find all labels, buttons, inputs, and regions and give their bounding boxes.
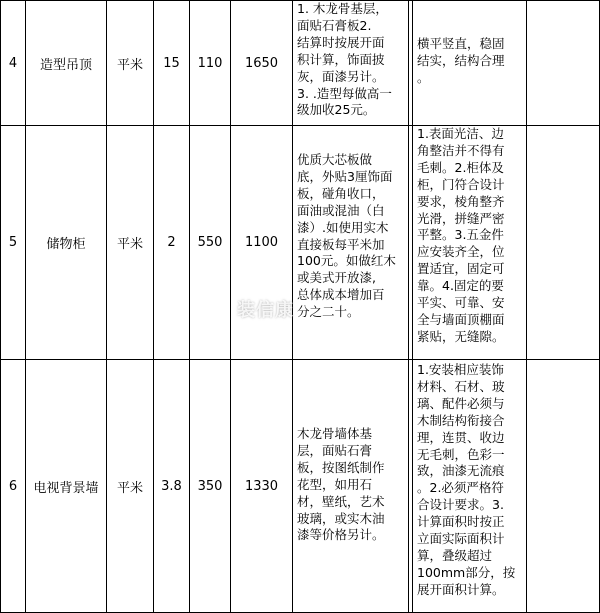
col-divider [526, 0, 527, 613]
unit: 平米 [116, 57, 143, 73]
item-name: 储物柜 [46, 237, 86, 252]
watermark: 装信康 [237, 300, 294, 321]
total-price: 1650 [244, 55, 279, 71]
quantity: 15 [163, 55, 180, 71]
quality-standard: 1.安装相应装饰 材料、石材、玻 璃、配件必须与 木制结构衔接合 理，连贯、收边 无毛刺，色彩一 致，油漆无流痕 。2.必须严格符 合设计要求。3. 计算面积时按正 立面实际面积计 算，叠级超过 100mm部分，按 展开面积计算。 [417, 362, 516, 597]
unit: 平米 [116, 237, 143, 252]
quality-standard: 横平竖直，稳固 结实，结构合理 。 [417, 36, 505, 85]
material-description: 木龙骨墙体基 层，面贴石膏 板，按图纸制作 花型，如用石 材，壁纸，艺术 玻璃，或实木油 漆等价格另计。 [297, 426, 385, 543]
total-price: 1330 [244, 478, 279, 494]
unit: 平米 [116, 480, 143, 496]
material-description: 优质大芯板做 底，外贴3厘饰面 板，碰角收口， 面油或混油（白 漆）.如使用实木 直接板每平米加 100元。如做红木 或美式开放漆, 总体成本增加百 分之二十。 [297, 152, 396, 320]
unit-price: 110 [197, 55, 223, 71]
quality-standard: 1.表面光洁、边 角整洁并不得有 毛刺。2.柜体及 柜，门符合设计 要求，棱角整齐 光滑，拼缝严密 平整。3.五金件 应安装齐全，位 置适宜，固定可 靠。4.固定的要 平实、可靠、安 全与墙面顶棚面 紧贴，无缝隙。 [417, 126, 505, 344]
item-name: 造型吊顶 [39, 57, 92, 73]
total-price: 1100 [244, 235, 279, 250]
item-name: 电视背景墙 [33, 480, 99, 496]
row-number: 5 [8, 235, 18, 250]
row-number: 6 [8, 478, 18, 494]
col-divider [408, 0, 409, 613]
unit-price: 350 [197, 478, 223, 494]
quantity: 3.8 [161, 478, 182, 494]
row-number: 4 [8, 55, 18, 71]
unit-price: 550 [197, 235, 223, 250]
material-description: 1. 木龙骨基层， 面贴石膏板2. 结算时按展开面 积计算，饰面披 灰，面漆另计。 3. .造型每做高一 级加收25元。 [297, 1, 392, 118]
quantity: 2 [167, 235, 176, 250]
